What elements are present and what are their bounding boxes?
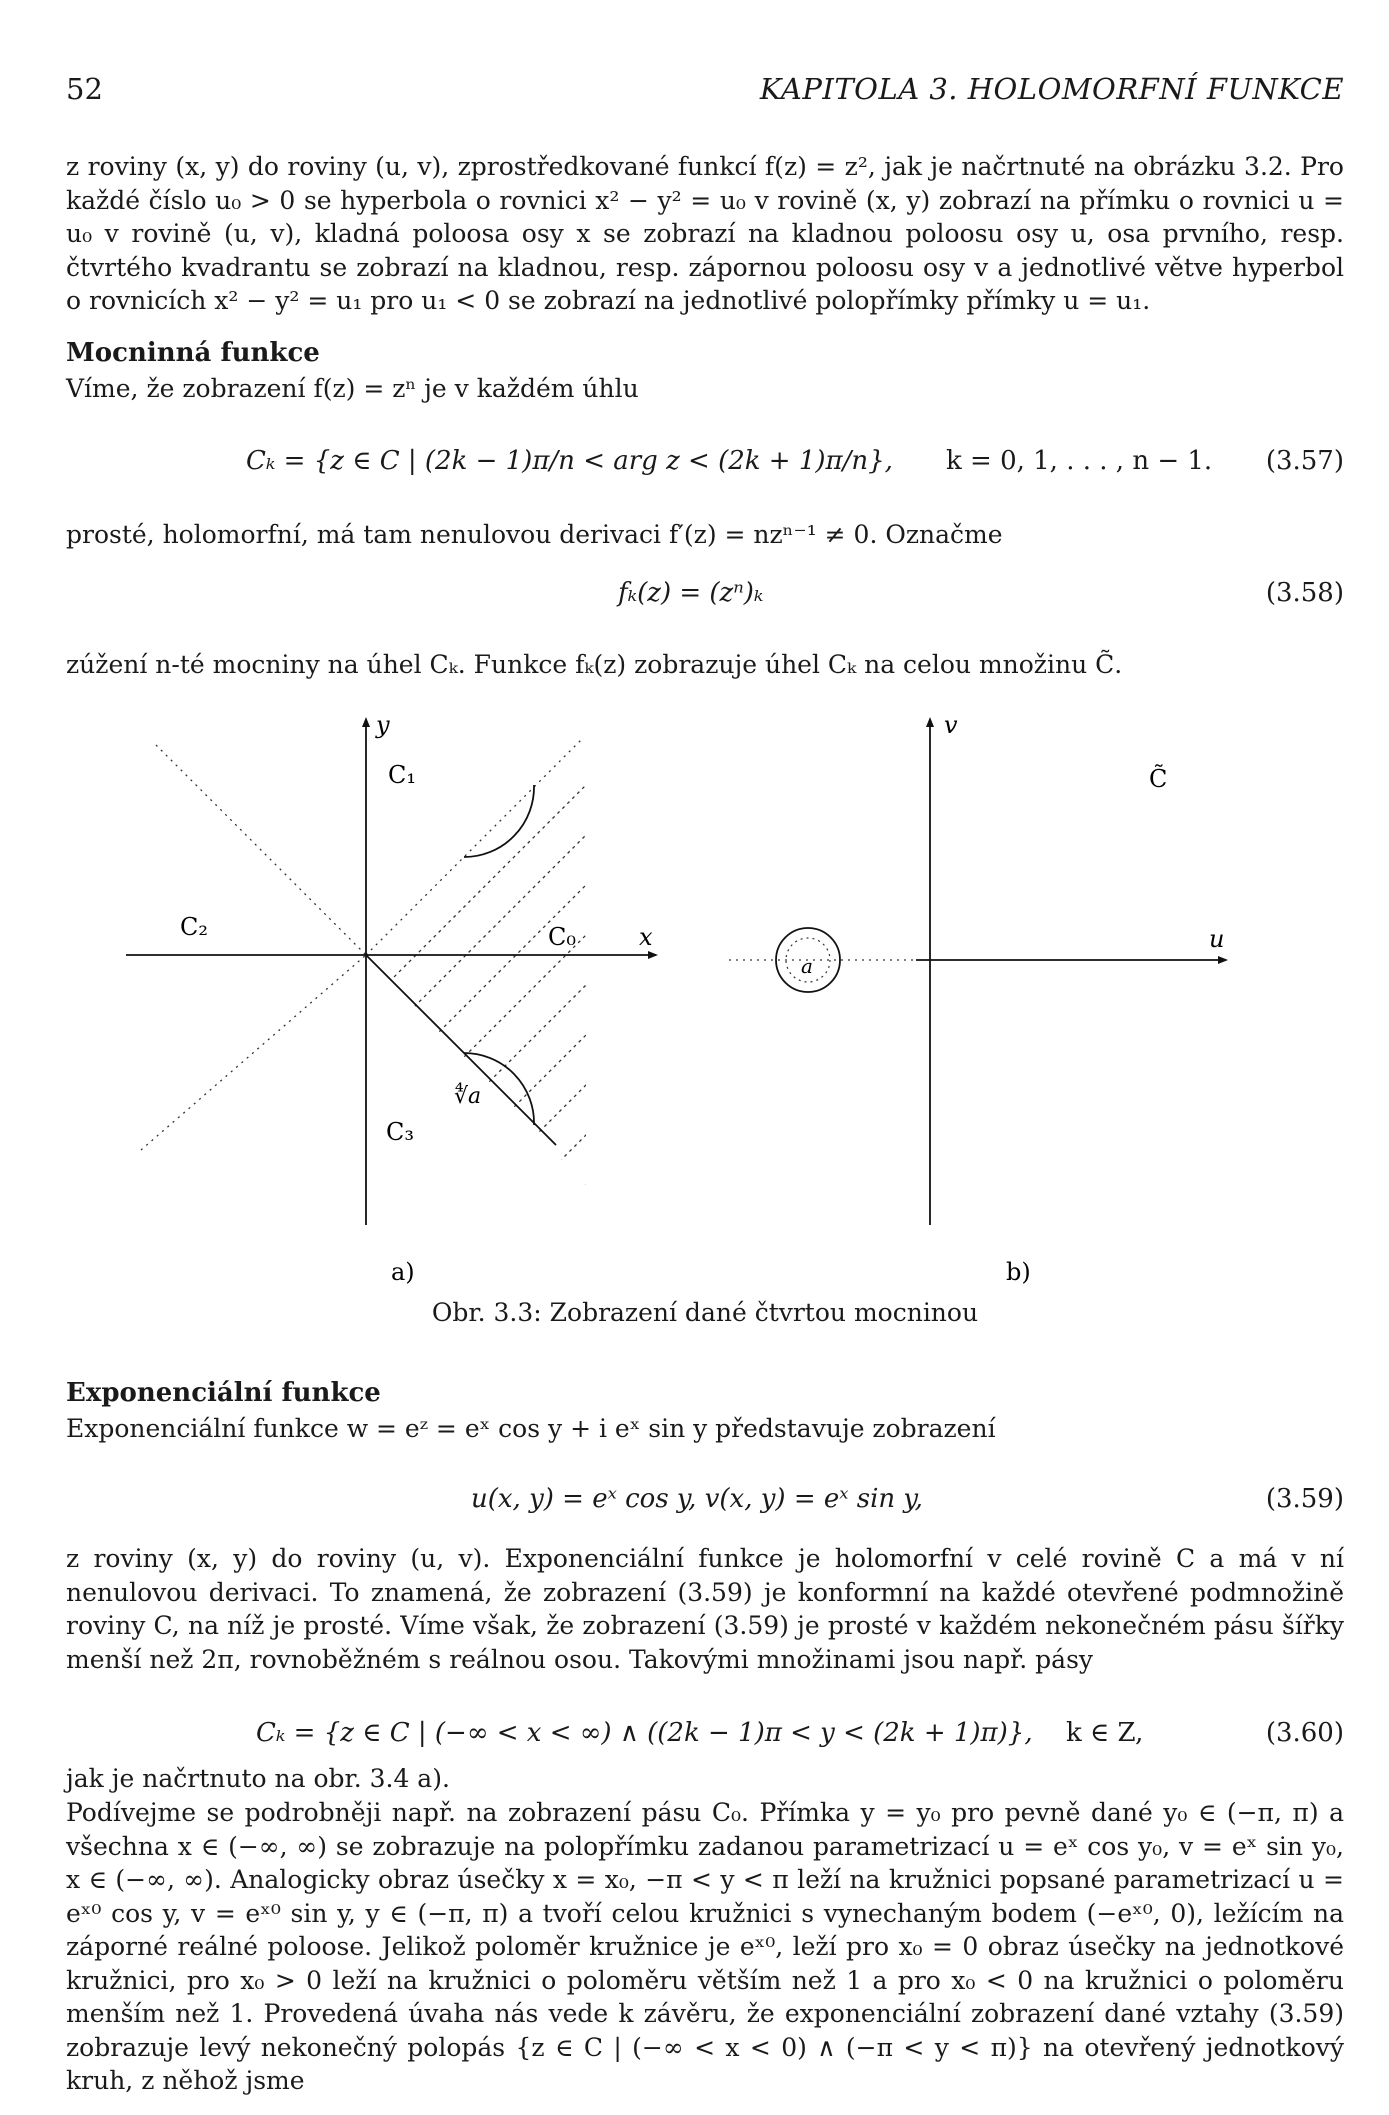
v-axis-label: v bbox=[944, 711, 958, 739]
diagonal-lower-right bbox=[366, 955, 556, 1145]
equation-3-60-number: (3.60) bbox=[1265, 1718, 1344, 1748]
power-line-1: Víme, že zobrazení f(z) = zⁿ je v každém úhlu bbox=[66, 374, 639, 403]
equation-3-59-number: (3.59) bbox=[1265, 1484, 1344, 1514]
subfigure-a-label: a) bbox=[391, 1258, 415, 1286]
power-line-3: zúžení n-té mocniny na úhel Cₖ. Funkce fₖ(z) zobrazuje úhel Cₖ na celou množinu C̃. bbox=[66, 650, 1123, 679]
running-head bbox=[66, 72, 1344, 112]
u-axis-arrow bbox=[1218, 956, 1228, 964]
subfigure-b-label: b) bbox=[1006, 1258, 1031, 1286]
sector-c2-label: C₂ bbox=[180, 913, 208, 941]
page-number: 52 bbox=[66, 72, 103, 106]
exp-line-1: Exponenciální funkce w = eᶻ = eˣ cos y + i eˣ sin y představuje zobrazení bbox=[66, 1414, 996, 1443]
x-axis-label: x bbox=[639, 923, 653, 951]
c-tilde-label: C̃ bbox=[1149, 765, 1168, 793]
power-line-2: prosté, holomorfní, má tam nenulovou derivaci f′(z) = nzⁿ⁻¹ ≠ 0. Označme bbox=[66, 520, 1003, 549]
point-a-label: a bbox=[801, 954, 813, 978]
equation-3-58 bbox=[66, 578, 1344, 618]
power-section-heading: Mocninná funkce bbox=[66, 338, 320, 368]
diagram-a bbox=[126, 711, 846, 1295]
equation-3-57-formula: Cₖ = {z ∈ C | (2k − 1)π/n < arg z < (2k + 1)π/n}, bbox=[246, 446, 893, 476]
sector-c1-label: C₁ bbox=[388, 761, 416, 789]
diagonal-lower-left bbox=[141, 955, 366, 1150]
upper-quarter-arc bbox=[464, 785, 534, 857]
u-axis-label: u bbox=[1209, 925, 1225, 953]
equation-3-60 bbox=[66, 1718, 1344, 1758]
exp-paragraph-2: Podívejme se podrobněji např. na zobrazení pásu C₀. Přímka y = y₀ pro pevně dané y₀ ∈ (−π, π) a všechna x ∈ (−∞, ∞) se zobrazuje na polopřímku zadanou parametrizací u = eˣ cos y₀, v = eˣ sin y₀, x ∈ (−∞, ∞). Analogicky obraz úsečky x = x₀, −π < y < π leží na kružnici popsané parametrizací u = eˣ⁰ cos y, v = eˣ⁰ sin y, y ∈ (−π, π) a tvoří celou kružnici s vynechaným bodem (−eˣ⁰, 0), ležícím na záporné reálné poloose. Jelikož poloměr kružnice je eˣ⁰, leží pro x₀ = 0 obraz úsečky na jednotkové kružnici, pro x₀ > 0 leží na kružnici o poloměru větším než 1 a pro x₀ < 0 na kružnici o poloměru menším než 1. Provedená úvaha nás vede k závěru, že exponenciální zobrazení dané vztahy (3.59) zobrazuje levý nekonečný polopás {z ∈ C | (−∞ < x < 0) ∧ (−π < y < π)} na otevřený jednotkový kruh, z něhož jsme bbox=[66, 1798, 1344, 2095]
exp-paragraph-1: z roviny (x, y) do roviny (u, v). Exponenciální funkce je holomorfní v celé rovině C a má v ní nenulovou derivaci. To znamená, že zobrazení (3.59) je konformní na každé otevřené podmnožině roviny C, na níž je prosté. Víme však, že zobrazení (3.59) je prosté v každém nekonečném pásu šířky menší než 2π, rovnoběžném s reálnou osou. Takovými množinami jsou např. pásy bbox=[66, 1544, 1344, 1674]
equation-3-58-number: (3.58) bbox=[1265, 578, 1344, 608]
v-axis-arrow bbox=[926, 717, 934, 727]
equation-3-59 bbox=[66, 1484, 1344, 1524]
equation-3-59-formula: u(x, y) = eˣ cos y, v(x, y) = eˣ sin y, bbox=[471, 1484, 923, 1514]
exp-section-heading: Exponenciální funkce bbox=[66, 1378, 381, 1408]
root-a-label: ∜a bbox=[454, 1084, 482, 1109]
x-axis-arrow bbox=[648, 951, 658, 959]
intro-paragraph: z roviny (x, y) do roviny (u, v), zprostředkované funkcí f(z) = z², jak je načrtnuté na obrázku 3.2. Pro každé číslo u₀ > 0 se hyperbola o rovnici x² − y² = u₀ v rovině (x, y) zobrazí na přímku o rovnici u = u₀ v rovině (u, v), kladná poloosa osy x se zobrazí na kladnou poloosu osy u, osa prvního, resp. čtvrtého kvadrantu se zobrazí na kladnou, resp. zápornou poloosu osy v a jednotlivé větve hyperbol o rovnicích x² − y² = u₁ pro u₁ < 0 se zobrazí na jednotlivé polopřímky přímky u = u₁. bbox=[66, 152, 1344, 315]
sector-c0-hatching bbox=[206, 765, 846, 1295]
sector-c0-label: C₀ bbox=[548, 923, 576, 951]
equation-3-57-condition: k = 0, 1, . . . , n − 1. bbox=[946, 446, 1213, 476]
equation-3-60-condition: k ∈ Z, bbox=[1066, 1718, 1144, 1748]
y-axis-label: y bbox=[376, 711, 390, 739]
diagram-b bbox=[729, 711, 1228, 1286]
figure-3-3 bbox=[66, 705, 1344, 1295]
sector-c3-label: C₃ bbox=[386, 1118, 414, 1146]
equation-3-58-formula: fₖ(z) = (zⁿ)ₖ bbox=[618, 578, 764, 608]
equation-3-60-formula: Cₖ = {z ∈ C | (−∞ < x < ∞) ∧ ((2k − 1)π < y < (2k + 1)π)}, bbox=[256, 1718, 1033, 1748]
exp-line-after-equation: jak je načrtnuto na obr. 3.4 a). bbox=[66, 1764, 450, 1793]
equation-3-57-number: (3.57) bbox=[1265, 446, 1344, 476]
y-axis-arrow bbox=[362, 717, 370, 727]
chapter-title: KAPITOLA 3. HOLOMORFNÍ FUNKCE bbox=[759, 72, 1344, 106]
figure-caption: Obr. 3.3: Zobrazení dané čtvrtou mocninou bbox=[431, 1298, 979, 1327]
equation-3-57 bbox=[66, 446, 1344, 486]
